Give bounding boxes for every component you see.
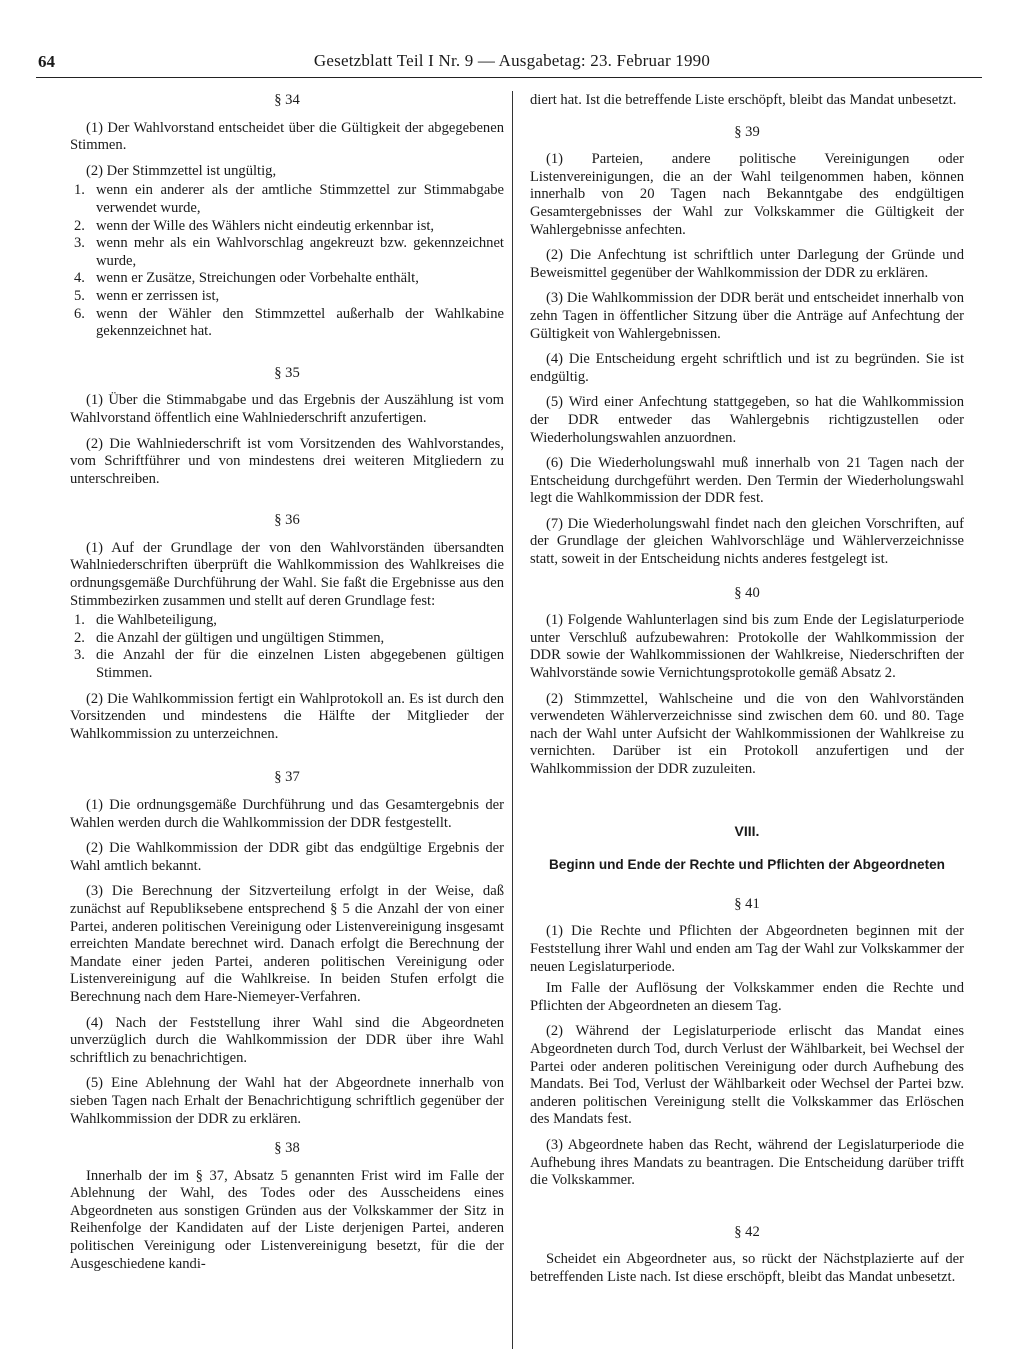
list-item [70, 218, 504, 236]
section-heading-37: § 37 [274, 769, 300, 786]
header-rule [36, 77, 982, 78]
paragraph: (1) Folgende Wahlunterlagen sind bis zum Ende der Legislaturperiode unter Verschluß aufzubewahren: Protokolle der Wahlkommission der DDR sowie der Wahlkommissionen der Wahlkreise, Niederschriften der Wahlvorstände sowie Vernichtungsprotokolle gemäß Absatz 2. [530, 612, 964, 682]
list-item-text: wenn der Wähler den Stimmzettel außerhalb der Wahlkabine gekennzeichnet hat. [96, 305, 504, 340]
paragraph: (3) Abgeordnete haben das Recht, während der Legislaturperiode die Aufhebung ihres Mandats zu beantragen. Die Entscheidung darüber trifft die Volkskammer. [530, 1136, 964, 1189]
paragraph: (2) Stimmzettel, Wahlscheine und die von den Wahlvorständen verwendeten Wählerverzeichnisse sind zwischen dem 60. und 80. Tage nach der Wahl unter Aufsicht der Wahlkommissionen der Wahlkreise zu vernichten. Darüber ist ein Protokoll anzufertigen und der Wahlkommission der DDR zuzuleiten. [530, 690, 964, 777]
list-item [70, 647, 504, 682]
list-item [70, 235, 504, 270]
paragraph: Im Falle der Auflösung der Volkskammer enden die Rechte und Pflichten der Abgeordneten an diesem Tag. [530, 980, 964, 1014]
list-item-text: wenn der Wille des Wählers nicht eindeutig erkennbar ist, [96, 217, 435, 234]
paragraph: (2) Die Anfechtung ist schriftlich unter Darlegung der Gründe und Beweismittel gegenüber der Wahlkommission der DDR zu erklären. [530, 247, 964, 281]
section-heading-42: § 42 [734, 1223, 760, 1240]
paragraph: (1) Der Wahlvorstand entscheidet über die Gültigkeit der abgegebenen Stimmen. [70, 119, 504, 154]
list-item-number: 2. [74, 217, 85, 234]
page-number: 64 [38, 52, 55, 71]
paragraph: (2) Die Wahlniederschrift ist vom Vorsitzenden des Wahlvorstandes, vom Schriftführer und von mindestens drei weiteren Mitgliedern zu unterschreiben. [70, 435, 504, 487]
list-item [70, 182, 504, 217]
list-item-number: 3. [74, 235, 85, 252]
paragraph: (7) Die Wiederholungswahl findet nach den gleichen Vorschriften, auf der Grundlage der gleichen Wahlvorschläge und Wählerverzeichnisse statt, soweit in der Entscheidung nichts anderes festgelegt ist. [530, 515, 964, 568]
running-head: Gesetzblatt Teil I Nr. 9 — Ausgabetag: 23. Februar 1990 [313, 51, 711, 70]
paragraph: (1) Parteien, andere politische Vereinigungen oder Listenvereinigungen, die an der Wahl teilgenommen haben, können innerhalb von 20 Tagen nach Bekanntgabe des endgültigen Gesamtergebnisses der Wahl zur Volkskammer die Gültigkeit der Wahlergebnisse anfechten. [530, 151, 964, 238]
list-item-text: wenn er Zusätze, Streichungen oder Vorbehalte enthält, [96, 270, 419, 287]
paragraph: (2) Die Wahlkommission der DDR gibt das endgültige Ergebnis der Wahl amtlich bekannt. [70, 840, 504, 874]
paragraph: (2) Die Wahlkommission fertigt ein Wahlprotokoll an. Es ist durch den Vorsitzenden und mindestens die Hälfte der Mitglieder der Wahlkommission zu unterzeichnen. [70, 690, 504, 742]
list-item-text: wenn er zerrissen ist, [96, 287, 220, 304]
list-item-number: 2. [74, 629, 85, 646]
paragraph: (2) Während der Legislaturperiode erlischt das Mandat eines Abgeordneten durch Tod, durch Verlust der Wählbarkeit, bei Wechsel der Partei oder anderen politischen Vereinigung oder durch Aufhebung des Mandats. Bei Tod, Verlust der Wählbarkeit oder Wechsel der Partei bzw. anderen politischen Vereinigung stellt die Volkskammer das Erlöschen des Mandats fest. [530, 1023, 964, 1128]
section-heading-41: § 41 [734, 895, 760, 912]
right-column [530, 92, 964, 1294]
list-item-number: 5. [74, 287, 85, 304]
column-rule [512, 91, 513, 1349]
list-item-text: die Anzahl der für die einzelnen Listen abgegebenen gültigen Stimmen. [96, 647, 504, 682]
paragraph: (5) Wird einer Anfechtung stattgegeben, so hat die Wahlkommission der DDR entweder das Wahlergebnis richtigzustellen oder Wiederholungswahlen anzuordnen. [530, 394, 964, 446]
list-item-text: wenn ein anderer als der amtliche Stimmzettel zur Stimmabgabe verwendet wurde, [96, 182, 504, 216]
paragraph: Scheidet ein Abgeordneter aus, so rückt der Nächstplazierte auf der betreffenden Liste nach. Ist diese erschöpft, bleibt das Mandat unbesetzt. [530, 1251, 964, 1285]
section-heading-36: § 36 [274, 512, 300, 529]
paragraph: (2) Der Stimmzettel ist ungültig, [86, 162, 277, 179]
paragraph: (1) Die ordnungsgemäße Durchführung und das Gesamtergebnis der Wahlen werden durch die Wahlkommission der DDR festgestellt. [70, 797, 504, 831]
paragraph: Innerhalb der im § 37, Absatz 5 genannten Frist wird im Falle der Ablehnung der Wahl, des Todes oder des Ausscheidens eines Abgeordneten aus sonstigen Gründen aus der Volkskammer der Sitz in Reihenfolge der Kandidaten auf der Liste derjenigen Partei, anderen politischen Vereinigung oder Listenvereinigung besetzt, für die der Ausgeschiedene kandi- [70, 1167, 504, 1272]
list-item-text: die Anzahl der gültigen und ungültigen Stimmen, [96, 629, 385, 646]
chapter-title: Beginn und Ende der Rechte und Pflichten der Abgeordneten [548, 857, 945, 873]
list-item-number: 6. [74, 305, 85, 322]
left-column [70, 92, 504, 1281]
list-item [70, 288, 504, 306]
section-heading-34: § 34 [274, 92, 300, 108]
list-item-number: 1. [74, 612, 85, 629]
enumerated-list [70, 612, 504, 682]
section-heading-38: § 38 [274, 1140, 300, 1157]
paragraph: (3) Die Wahlkommission der DDR berät und entscheidet innerhalb von zehn Tagen in öffentlicher Sitzung über die Anträge auf Anfechtung der Gültigkeit von Wahlergebnissen. [530, 290, 964, 342]
paragraph: (1) Über die Stimmabgabe und das Ergebnis der Auszählung ist vom Wahlvorstand öffentlich eine Wahlniederschrift anzufertigen. [70, 392, 504, 426]
paragraph: (5) Eine Ablehnung der Wahl hat der Abgeordnete innerhalb von sieben Tagen nach Erhalt der Benachrichtigung schriftlich gegenüber der Wahlkommission der DDR zu erklären. [70, 1075, 504, 1127]
section-heading-39: § 39 [734, 123, 760, 140]
paragraph: (1) Auf der Grundlage der von den Wahlvorständen übersandten Wahlniederschriften überprüft die Wahlkommission des Wahlkreises die ordnungsgemäße Durchführung der Wahl. Sie faßt die Ergebnisse aus den Stimmbezirken zusammen und stellt auf deren Grundlage fest: [70, 539, 504, 609]
list-item-number: 3. [74, 647, 85, 664]
list-item [70, 270, 504, 288]
list-item [70, 306, 504, 341]
paragraph: (4) Nach der Feststellung ihrer Wahl sind die Abgeordneten unverzüglich durch die Wahlkommission der DDR über ihre Wahl schriftlich zu benachrichtigen. [70, 1014, 504, 1066]
paragraph: (4) Die Entscheidung ergeht schriftlich und ist zu begründen. Sie ist endgültig. [530, 351, 964, 385]
paragraph: (6) Die Wiederholungswahl muß innerhalb von 21 Tagen nach der Entscheidung durchgeführt werden. Den Termin der Wiederholungswahl legt die Wahlkommission der DDR fest. [530, 455, 964, 507]
list-item-number: 4. [74, 270, 85, 287]
section-heading-35: § 35 [274, 364, 300, 381]
chapter-number: VIII. [734, 822, 760, 839]
list-item [70, 612, 504, 630]
paragraph: (1) Die Rechte und Pflichten der Abgeordneten beginnen mit der Feststellung ihrer Wahl und enden am Tag der Wahl zur Volkskammer der neuen Legislaturperiode. [530, 923, 964, 975]
list-item [70, 630, 504, 648]
enumerated-list [70, 182, 504, 340]
list-item-text: wenn mehr als ein Wahlvorschlag angekreuzt bzw. gekennzeichnet wurde, [96, 235, 504, 269]
paragraph-continuation: diert hat. Ist die betreffende Liste erschöpft, bleibt das Mandat unbesetzt. [530, 92, 957, 108]
paragraph: (3) Die Berechnung der Sitzverteilung erfolgt in der Weise, daß zunächst auf Republiksebene entsprechend § 5 die Anzahl der von einer Partei, anderen politischen Vereinigung oder Listenvereinigung insgesamt erreichten Mandate berechnet wird. Danach erfolgt die Berechnung der Mandate einer jeden Partei, anderen politischen Vereinigung oder Listenvereinigung auf die Wahlkreise. In beiden Stufen erfolgt die Berechnung nach dem Hare-Niemeyer-Verfahren. [70, 883, 504, 1005]
list-item-text: die Wahlbeteiligung, [96, 612, 217, 629]
section-heading-40: § 40 [734, 584, 760, 601]
list-item-number: 1. [74, 182, 85, 199]
